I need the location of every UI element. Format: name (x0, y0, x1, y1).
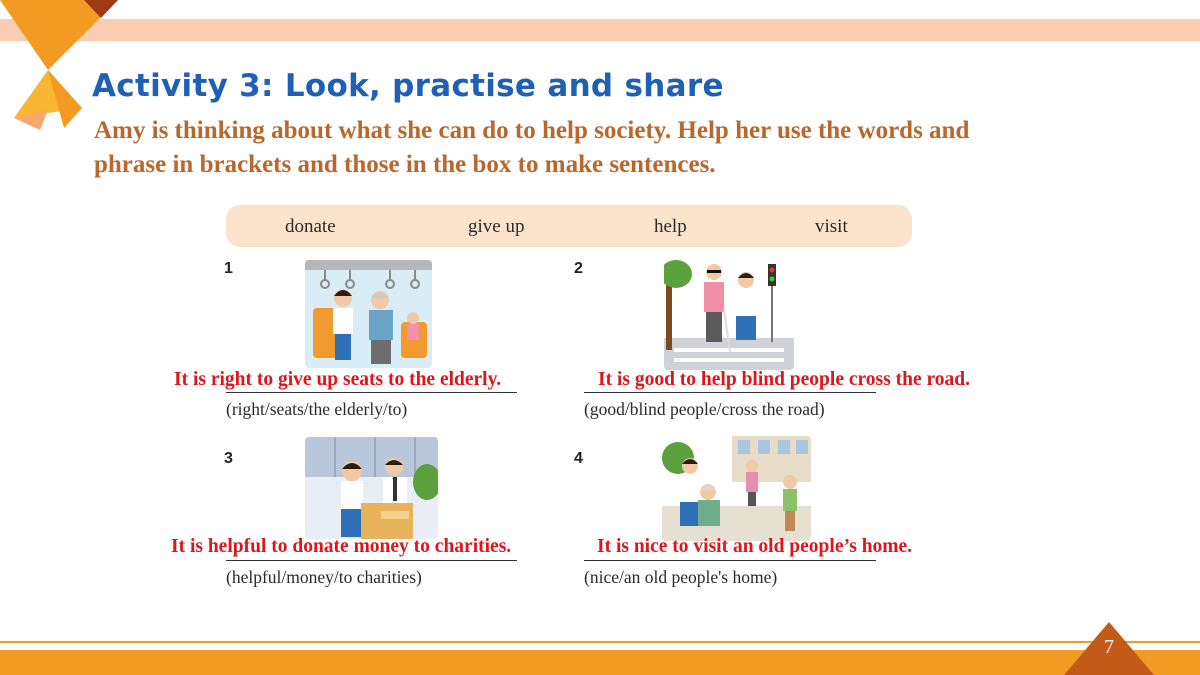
word-donate: donate (285, 216, 336, 237)
instructions-text: Amy is thinking about what she can do to help society. Help her use the words and phrase in brackets and those in the box to make sentences. (94, 117, 970, 178)
hint-3: (helpful/money/to charities) (226, 567, 422, 587)
bottom-band (0, 650, 1200, 675)
word-visit: visit (815, 216, 848, 237)
top-decorative-band (0, 19, 1200, 41)
word-box (226, 205, 912, 247)
answer-line-3 (226, 560, 517, 561)
hint-1: (right/seats/the elderly/to) (226, 399, 408, 419)
answer-line-4 (584, 560, 876, 561)
answer-1: It is right to give up seats to the elderly. (174, 369, 502, 390)
item-number: 2 (574, 260, 583, 277)
word-give-up: give up (468, 216, 525, 237)
answer-line-2 (584, 392, 876, 393)
answer-line-1 (226, 392, 517, 393)
page-title: Activity 3: Look, practise and share (92, 68, 724, 104)
item-number: 4 (574, 450, 583, 467)
bus-seat-scene-icon (305, 260, 432, 368)
donation-box-scene-icon (305, 437, 438, 539)
page-number: 7 (1104, 636, 1114, 658)
item-number: 3 (224, 450, 233, 467)
item-number: 1 (224, 260, 233, 277)
crossing-road-scene-icon (664, 260, 794, 370)
answer-4: It is nice to visit an old people’s home. (597, 536, 913, 557)
answer-2: It is good to help blind people cross the road. (598, 369, 971, 390)
word-help: help (654, 216, 687, 237)
old-peoples-home-scene-icon (662, 436, 811, 541)
bottom-thin-band (0, 641, 1200, 643)
answer-3: It is helpful to donate money to charities. (171, 536, 512, 557)
hint-4: (nice/an old people's home) (584, 567, 778, 587)
hint-2: (good/blind people/cross the road) (584, 399, 825, 419)
